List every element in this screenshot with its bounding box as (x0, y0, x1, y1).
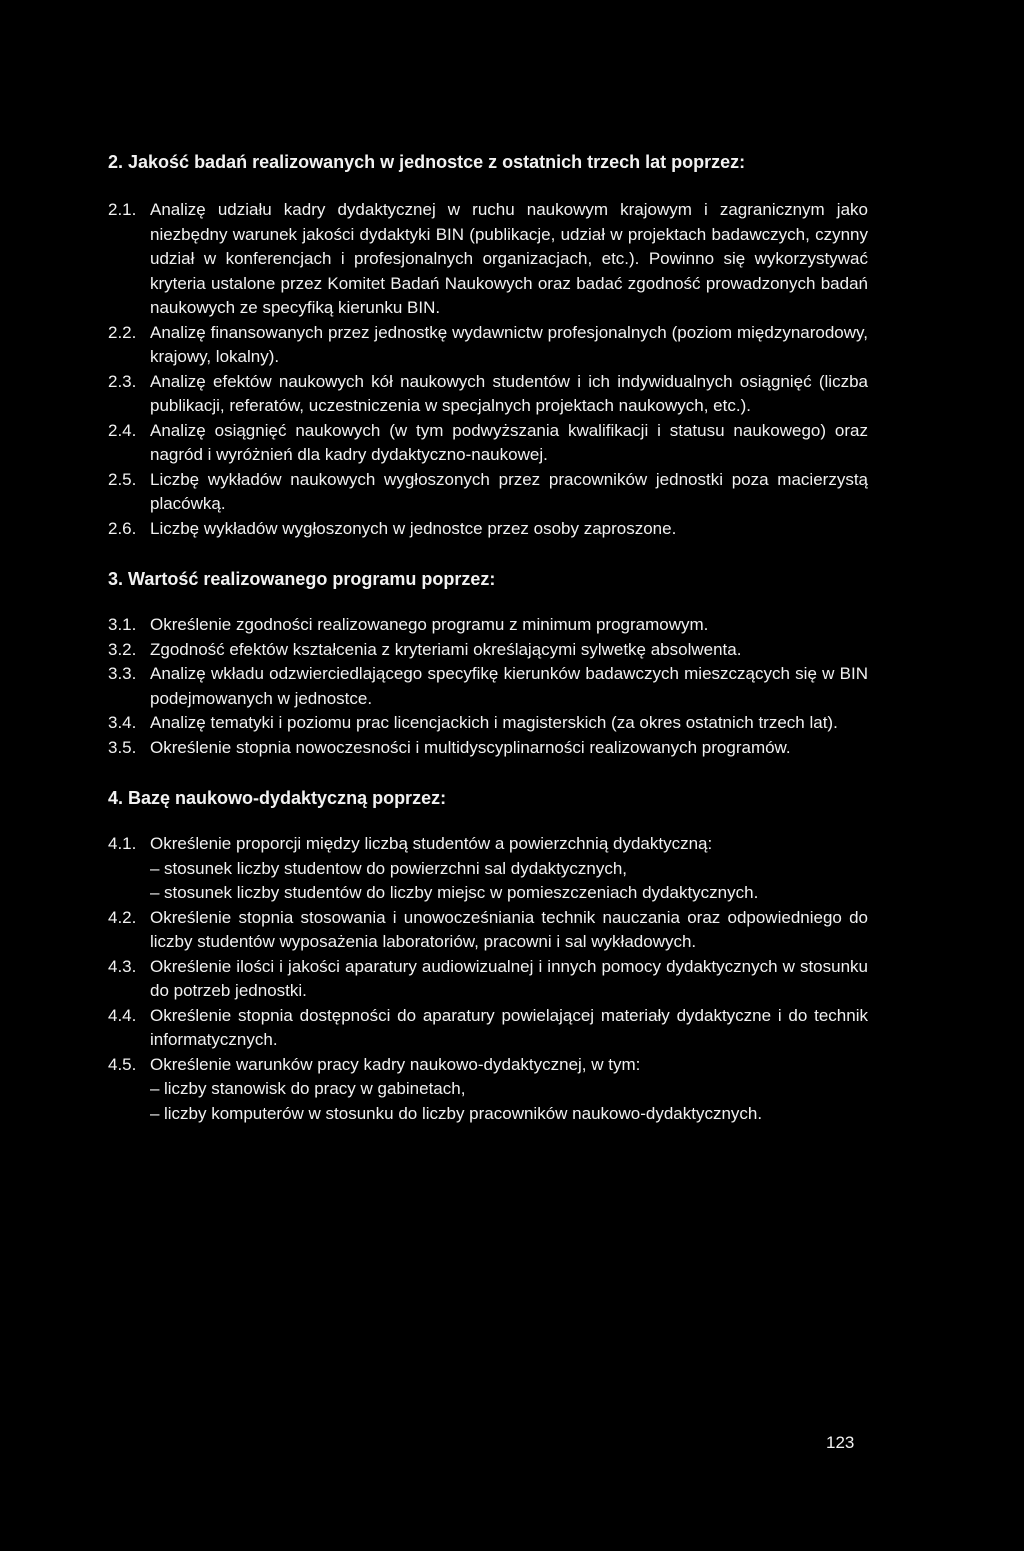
list-item (108, 662, 868, 711)
item-list (108, 613, 868, 760)
sub-item (150, 1102, 868, 1127)
item-text-body: Określenie ilości i jakości aparatury audiowizualnej i innych pomocy dydaktycznych w stosunku do potrzeb jednostki. (150, 956, 868, 1000)
item-number: 4.5. (108, 1054, 137, 1074)
item-number: 2.5. (108, 469, 137, 489)
item-text-body: Określenie stopnia stosowania i unowocześniania technik nauczania oraz odpowiedniego do liczby studentów wyposażenia laboratoriów, pracowni i sal wykładowych. (150, 907, 868, 951)
list-item (108, 832, 868, 906)
item-text (150, 198, 868, 321)
item-text (150, 711, 868, 736)
document-page (108, 150, 868, 1152)
list-item (108, 613, 868, 638)
item-text (150, 736, 868, 761)
dash-marker: – (150, 858, 160, 878)
item-text-body: Określenie zgodności realizowanego programu z minimum programowym. (150, 615, 709, 634)
section-heading: 2. Jakość badań realizowanych w jednostce z ostatnich trzech lat poprzez: (108, 152, 746, 172)
section (108, 150, 868, 541)
item-text-body: Analizę efektów naukowych kół naukowych studentów i ich indywidualnych osiągnięć (liczba publikacji, referatów, uczestniczenia w specjalnych projektach naukowych, etc.). (150, 371, 868, 415)
item-text-body: Analizę osiągnięć naukowych (w tym podwyższania kwalifikacji i statusu naukowego) oraz nagród i wyróżnień dla kadry dydaktyczno-naukowej. (150, 420, 868, 464)
list-item (108, 419, 868, 468)
item-number: 2.2. (108, 322, 137, 342)
item-text-body: Określenie warunków pracy kadry naukowo-dydaktycznej, w tym: (150, 1054, 641, 1074)
sub-item-text: liczby komputerów w stosunku do liczby pracowników naukowo-dydaktycznych. (164, 1103, 763, 1123)
dash-marker: – (150, 1103, 160, 1123)
sub-item-text: stosunek liczby studentów do liczby miejsc w pomieszczeniach dydaktycznych. (164, 883, 759, 902)
sub-item-text: stosunek liczby studentow do powierzchni sal dydaktycznych, (164, 858, 628, 878)
item-text-body: Określenie stopnia nowoczesności i multidyscyplinarności realizowanych programów. (150, 737, 791, 757)
sub-item-text: liczby stanowisk do pracy w gabinetach, (164, 1079, 466, 1098)
list-item (108, 736, 868, 761)
sub-item (150, 881, 868, 906)
item-text (150, 638, 868, 663)
list-item (108, 517, 868, 542)
item-text (150, 906, 868, 955)
item-text (150, 955, 868, 1004)
item-text-body: Analizę tematyki i poziomu prac licencjackich i magisterskich (za okres ostatnich trzech lat). (150, 713, 838, 732)
item-number: 3.2. (108, 639, 137, 659)
item-text (150, 419, 868, 468)
item-number: 2.4. (108, 420, 137, 440)
item-number: 3.3. (108, 664, 137, 683)
list-item (108, 370, 868, 419)
item-number: 2.3. (108, 371, 137, 391)
section-heading: 3. Wartość realizowanego programu poprzez: (108, 569, 496, 589)
item-text (150, 370, 868, 419)
list-item (108, 955, 868, 1004)
list-item (108, 198, 868, 321)
sub-item (150, 857, 868, 882)
item-text-body: Analizę finansowanych przez jednostkę wydawnictw profesjonalnych (poziom międzynarodowy, krajowy, lokalny). (150, 322, 868, 366)
item-text (150, 1004, 868, 1053)
list-item (108, 468, 868, 517)
item-text-body: Zgodność efektów kształcenia z kryteriami określającymi sylwetkę absolwenta. (150, 639, 742, 659)
list-item (108, 638, 868, 663)
section (108, 786, 868, 1126)
item-text-body: Określenie proporcji między liczbą studentów a powierzchnią dydaktyczną: (150, 834, 713, 853)
item-text-body: Liczbę wykładów naukowych wygłoszonych przez pracowników jednostki poza macierzystą placówką. (150, 469, 868, 513)
section-heading: 4. Bazę naukowo-dydaktyczną poprzez: (108, 788, 447, 808)
item-text (150, 468, 868, 517)
item-number: 2.6. (108, 518, 137, 538)
item-text (150, 517, 868, 542)
item-number: 4.4. (108, 1005, 137, 1025)
sub-item (150, 1077, 868, 1102)
item-list (108, 832, 868, 1126)
list-item (108, 321, 868, 370)
item-text (150, 662, 868, 711)
item-number: 4.3. (108, 956, 137, 976)
list-item (108, 1053, 868, 1127)
item-number: 3.4. (108, 713, 137, 732)
item-number: 2.1. (108, 200, 137, 219)
item-text (150, 1053, 868, 1127)
item-text-body: Liczbę wykładów wygłoszonych w jednostce przez osoby zaproszone. (150, 518, 677, 538)
item-number: 4.2. (108, 907, 137, 927)
section (108, 567, 868, 760)
item-text (150, 321, 868, 370)
item-text-body: Analizę udziału kadry dydaktycznej w ruchu naukowym krajowym i zagranicznym jako niezbędny warunek jakości dydaktyki BIN (publikacje, udział w projektach badawczych, czynny udział w konferencjach i profesjonalnych organizacjach, etc.). Powinno się wykorzystywać kryteria ustalone przez Komitet Badań Naukowych oraz badać zgodność prowadzonych badań naukowych ze specyfiką kierunku BIN. (150, 200, 868, 317)
list-item (108, 906, 868, 955)
item-text (150, 832, 868, 906)
item-number: 4.1. (108, 834, 137, 853)
dash-marker: – (150, 1079, 160, 1098)
list-item (108, 711, 868, 736)
item-text-body: Analizę wkładu odzwierciedlającego specyfikę kierunków badawczych mieszczących się w BIN podejmowanych w jednostce. (150, 664, 868, 708)
item-number: 3.5. (108, 737, 137, 757)
item-number: 3.1. (108, 615, 137, 634)
list-item (108, 1004, 868, 1053)
dash-marker: – (150, 883, 160, 902)
item-text-body: Określenie stopnia dostępności do aparatury powielającej materiały dydaktyczne i do technik informatycznych. (150, 1005, 868, 1049)
page-number: 123 (826, 1433, 855, 1452)
item-text (150, 613, 868, 638)
item-list (108, 198, 868, 541)
